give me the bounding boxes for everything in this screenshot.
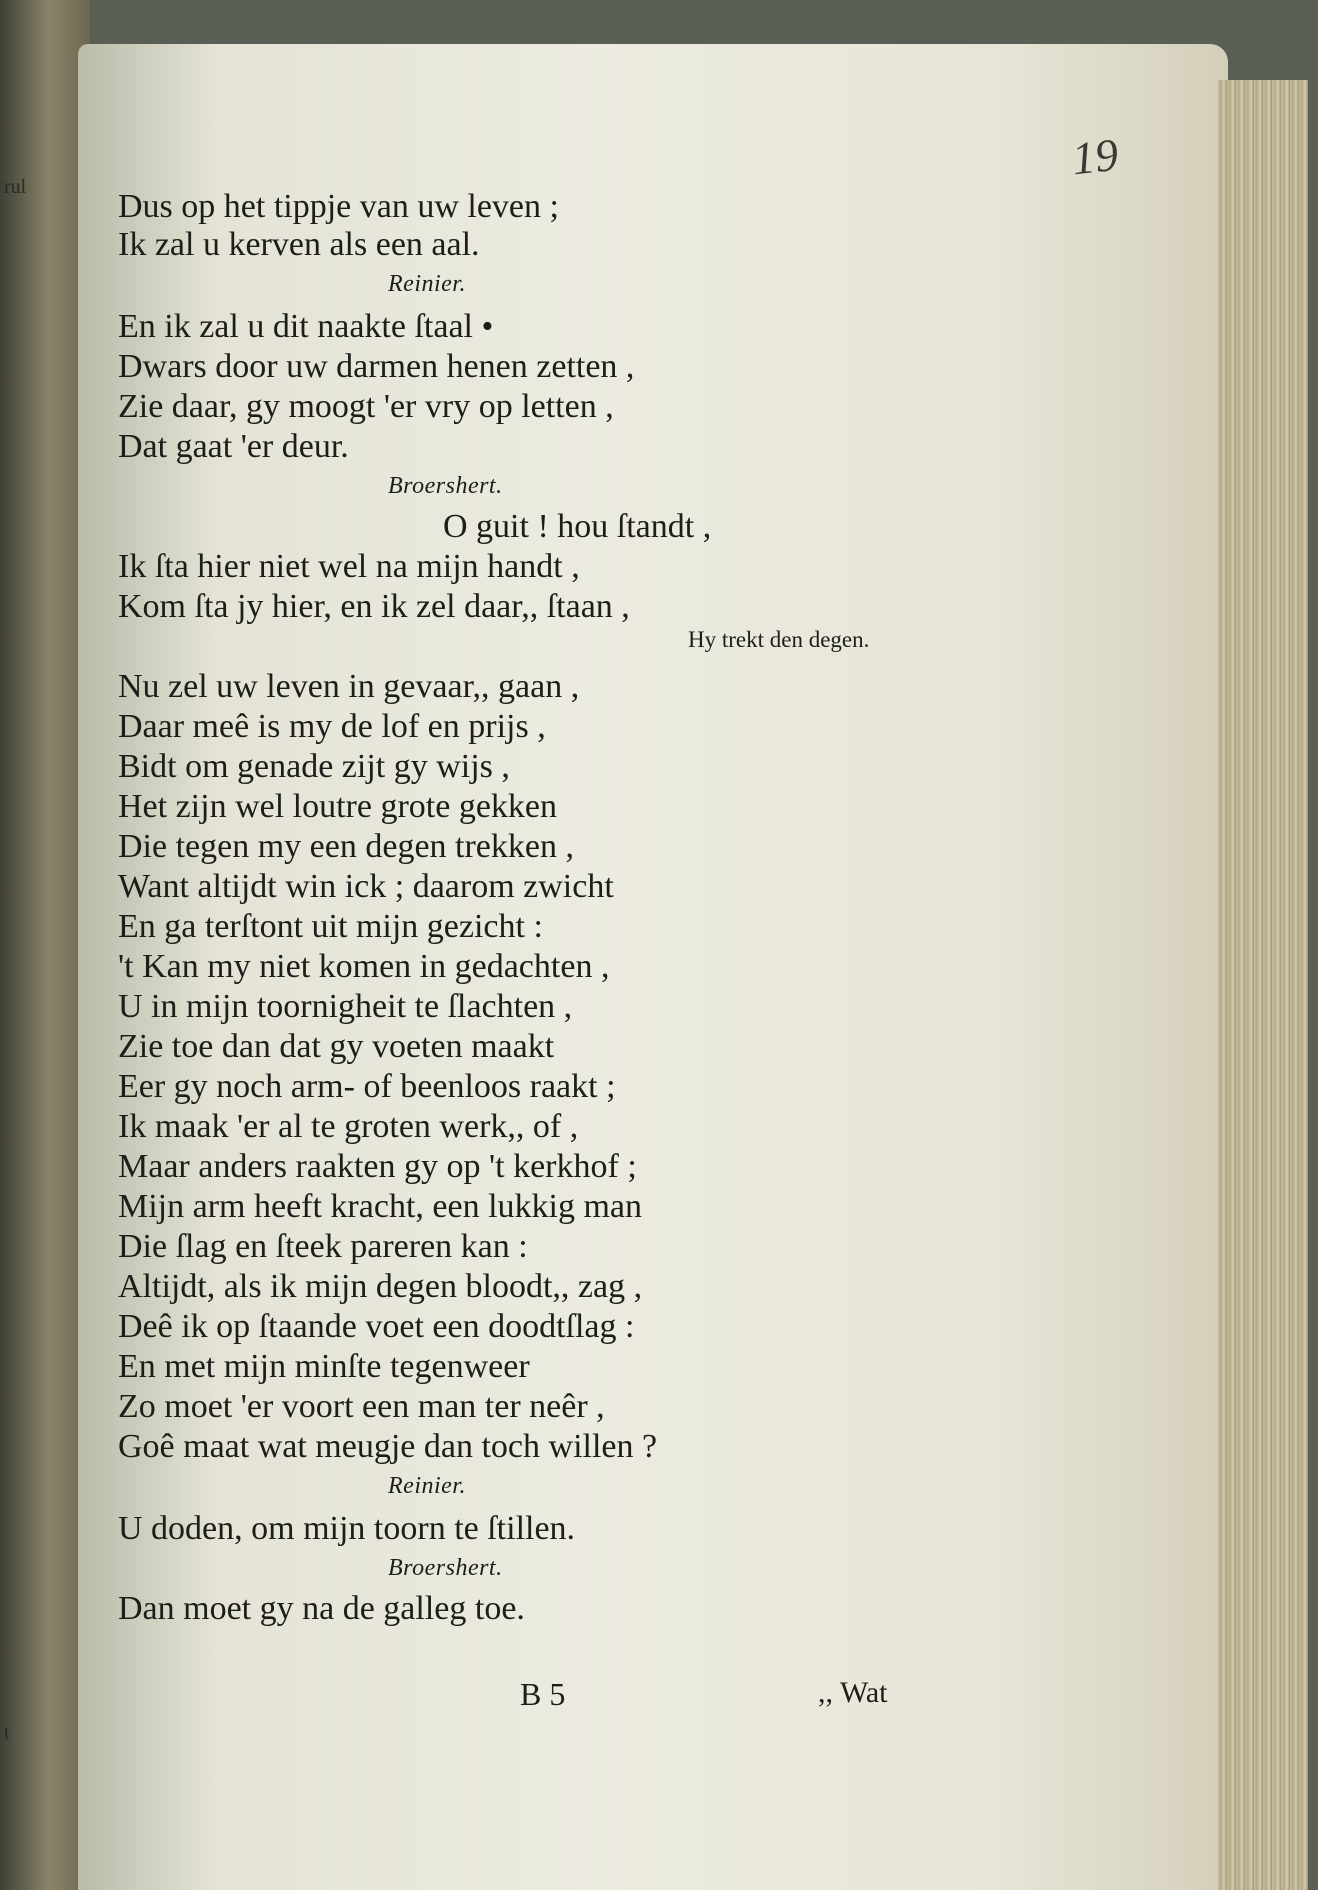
verse-line: Mijn arm heeft kracht, een lukkig man xyxy=(118,1188,642,1225)
speaker-name: Broershert. xyxy=(388,1555,503,1581)
speaker-name: Reinier. xyxy=(388,271,466,297)
catchword: ,, Wat xyxy=(818,1676,888,1709)
verse-line: Altijdt, als ik mijn degen bloodt,, zag , xyxy=(118,1268,643,1305)
verse-line: Zie toe dan dat gy voeten maakt xyxy=(118,1028,555,1065)
verse-line: Goê maat wat meugje dan toch willen ? xyxy=(118,1428,658,1465)
verse-line: Dat gaat 'er deur. xyxy=(118,428,349,465)
verse-line: En met mijn minſte tegenweer xyxy=(118,1348,530,1385)
verse-line: O guit ! hou ſtandt , xyxy=(443,508,712,545)
verse-line: Nu zel uw leven in gevaar,, gaan , xyxy=(118,668,580,705)
stage-direction: Hy trekt den degen. xyxy=(688,627,870,652)
verse-line: Ik ſta hier niet wel na mijn handt , xyxy=(118,548,580,585)
verse-line: Die ſlag en ſteek pareren kan : xyxy=(118,1228,528,1265)
signature-mark: B 5 xyxy=(520,1676,566,1712)
verse-line: Bidt om genade zijt gy wijs , xyxy=(118,748,510,785)
verse-line: Maar anders raakten gy op 't kerkhof ; xyxy=(118,1148,637,1185)
verse-line: Kom ſta jy hier, en ik zel daar,, ſtaan , xyxy=(118,588,630,625)
verse-line: U in mijn toornigheit te ſlachten , xyxy=(118,988,573,1025)
verse-line: Deê ik op ſtaande voet een doodtſlag : xyxy=(118,1308,635,1345)
verse-line: En ga terſtont uit mijn gezicht : xyxy=(118,908,543,945)
verse-line: Dus op het tippje van uw leven ; xyxy=(118,188,559,225)
verse-line: Eer gy noch arm- of beenloos raakt ; xyxy=(118,1068,616,1105)
verse-line: Zie daar, gy moogt 'er vry op letten , xyxy=(118,388,614,425)
page-stack-edge xyxy=(1218,80,1308,1890)
verse-line: Dwars door uw darmen henen zetten , xyxy=(118,348,635,385)
verse-line: Ik maak 'er al te groten werk,, of , xyxy=(118,1108,579,1145)
verse-line: Ik zal u kerven als een aal. xyxy=(118,226,480,263)
verse-line: Die tegen my een degen trekken , xyxy=(118,828,574,865)
verse-line: Dan moet gy na de galleg toe. xyxy=(118,1590,525,1627)
verse-line: Het zijn wel loutre grote gekken xyxy=(118,788,558,825)
verse-line: Want altijdt win ick ; daarom zwicht xyxy=(118,868,614,905)
speaker-name: Reinier. xyxy=(388,1473,466,1499)
left-page-edge xyxy=(0,0,90,1890)
verse-line: Zo moet 'er voort een man ter neêr , xyxy=(118,1388,605,1425)
left-edge-fragment: rul xyxy=(4,176,27,198)
left-edge-fragment: t xyxy=(4,1722,10,1744)
verse-line: U doden, om mijn toorn te ſtillen. xyxy=(118,1510,576,1547)
speaker-name: Broershert. xyxy=(388,473,503,499)
verse-line: 't Kan my niet komen in gedachten , xyxy=(118,948,610,985)
verse-line: En ik zal u dit naakte ſtaal • xyxy=(118,308,494,345)
verse-line: Daar meê is my de lof en prijs , xyxy=(118,708,546,745)
handwritten-page-number: 19 xyxy=(1069,128,1121,185)
